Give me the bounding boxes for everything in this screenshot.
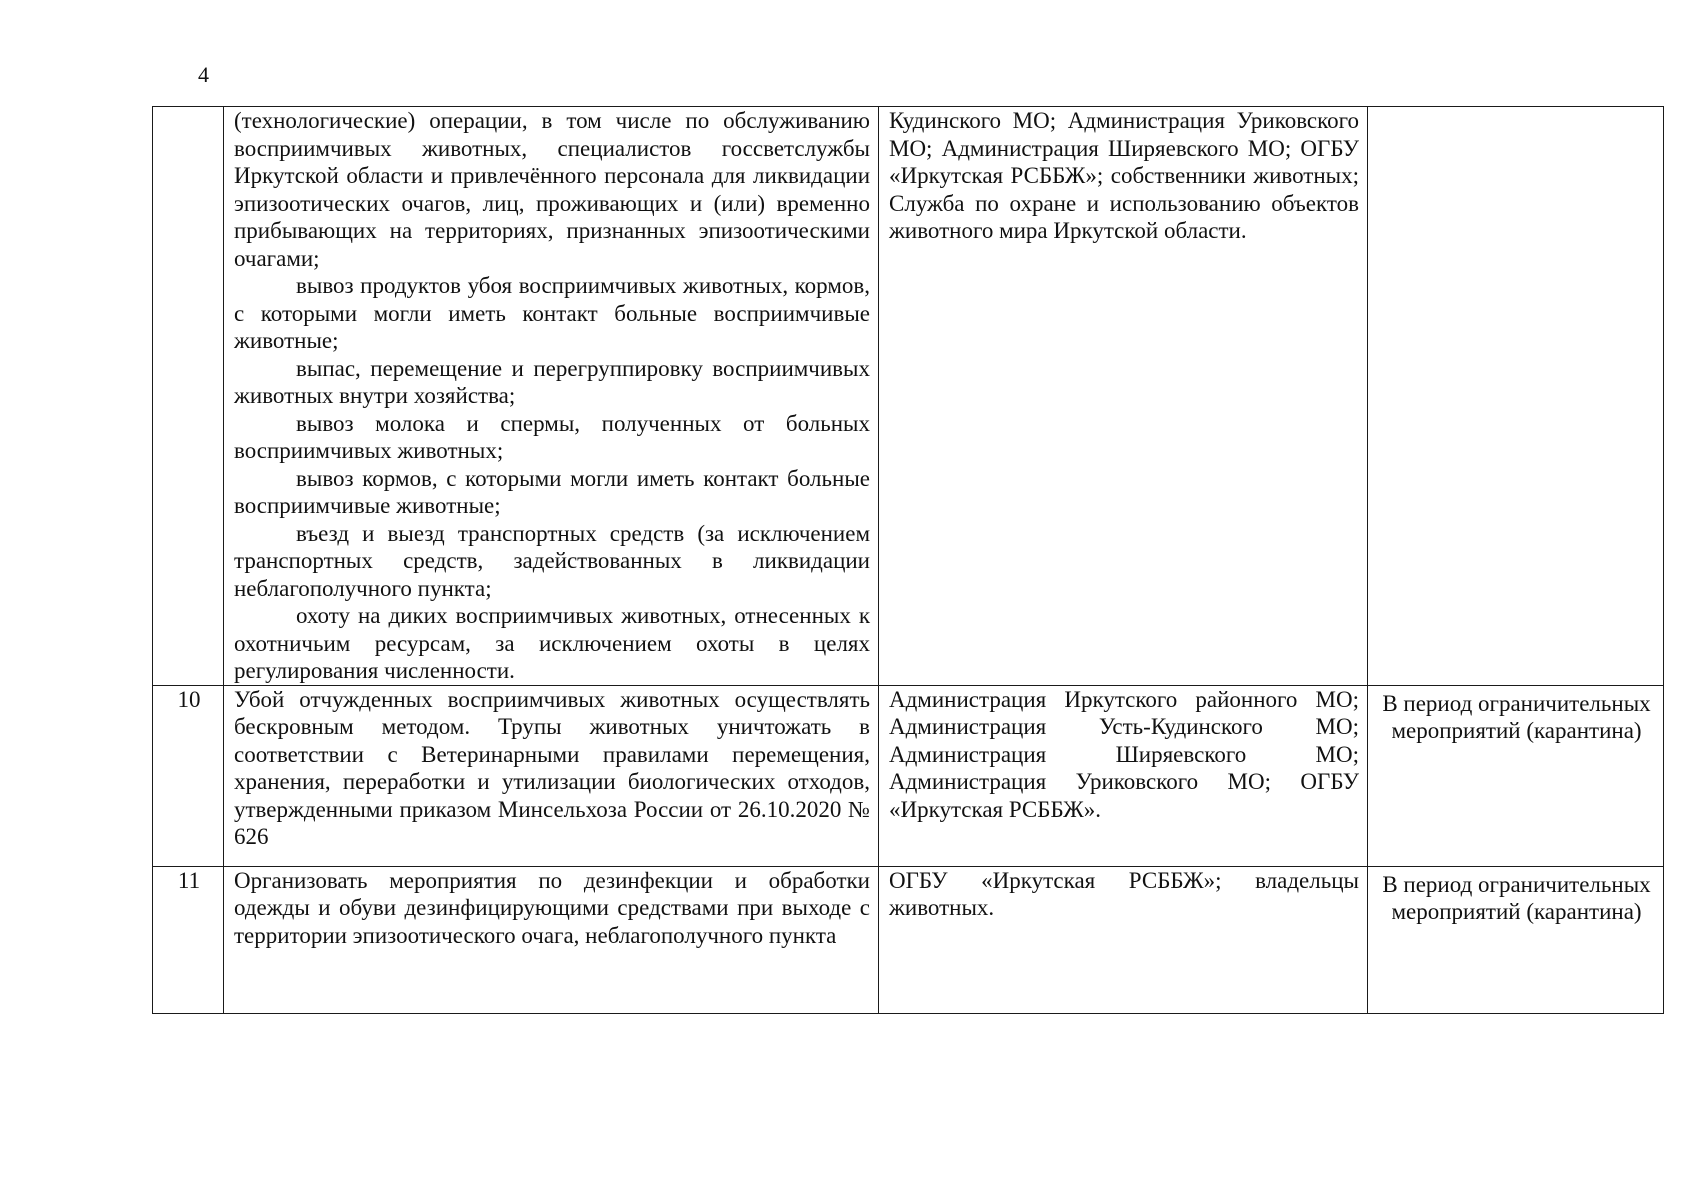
action-paragraph: вывоз кормов, с которыми могли иметь контакт больные восприимчивые животные; (234, 465, 870, 518)
table-row (153, 107, 1664, 686)
action-cell (224, 107, 879, 686)
executor-cell: Администрация Иркутского районного МО; Администрация Усть-Кудинского МО; Администрация Ширяевского МО; Администрация Уриковского МО; ОГБУ «Иркутская РСББЖ». (879, 685, 1368, 866)
term-cell: В период ограничительных мероприятий (карантина) (1368, 685, 1664, 866)
term-cell: В период ограничительных мероприятий (карантина) (1368, 866, 1664, 1013)
measures-table (152, 106, 1664, 1014)
action-paragraph: вывоз молока и спермы, полученных от больных восприимчивых животных; (234, 410, 870, 463)
row-number (153, 107, 224, 686)
action-paragraph: охоту на диких восприимчивых животных, отнесенных к охотничьим ресурсам, за исключением охоты в целях регулирования численности. (234, 603, 870, 683)
action-paragraph: (технологические) операции, в том числе по обслуживанию восприимчивых животных, специалистов госсветслужбы Иркутской области и привлечённого персонала для ликвидации эпизоотических очагов, лиц, проживающих и (или) временно прибывающих на территориях, признанных эпизоотическими очагами; (234, 108, 870, 271)
action-cell: Организовать мероприятия по дезинфекции и обработки одежды и обуви дезинфицирующими средствами при выходе с территории эпизоотического очага, неблагополучного пункта (224, 866, 879, 1013)
page-number: 4 (198, 62, 209, 87)
executor-cell: Кудинского МО; Администрация Уриковского МО; Администрация Ширяевского МО; ОГБУ «Иркутская РСББЖ»; собственники животных; Служба по охране и использованию объектов животного мира Иркутской области. (879, 107, 1368, 686)
row-number: 11 (153, 866, 224, 1013)
action-paragraph: вывоз продуктов убоя восприимчивых животных, кормов, с которыми могли иметь контакт больные восприимчивые животные; (234, 273, 870, 353)
action-paragraph: въезд и выезд транспортных средств (за исключением транспортных средств, задействованных в ликвидации неблагополучного пункта; (234, 520, 870, 601)
executor-cell: ОГБУ «Иркутская РСББЖ»; владельцы животных. (879, 866, 1368, 1013)
row-number: 10 (153, 685, 224, 866)
action-cell: Убой отчужденных восприимчивых животных осуществлять бескровным методом. Трупы животных уничтожать в соответствии с Ветеринарными правилами перемещения, хранения, переработки и утилизации биологических отходов, утвержденными приказом Минсельхоза России от 26.10.2020 № 626 (224, 685, 879, 866)
table-row (153, 866, 1664, 1013)
term-cell (1368, 107, 1664, 686)
action-paragraph: выпас, перемещение и перегруппировку восприимчивых животных внутри хозяйства; (234, 355, 870, 408)
table-row (153, 685, 1664, 866)
